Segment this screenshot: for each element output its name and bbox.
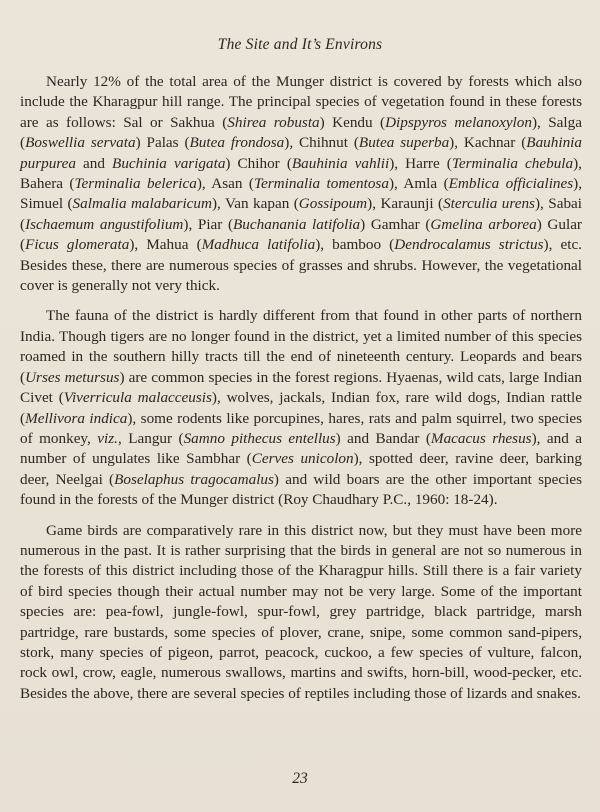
italic-text-run: Bauhinia vahlii [291, 154, 390, 172]
italic-text-run: Bauhinia purpurea [20, 134, 582, 172]
text-run: ), Mahua ( [129, 236, 202, 254]
text-run: ), wolves, jackals, Indian fox, rare wild dogs, Indian rattle ( [20, 389, 582, 427]
italic-text-run: Cerves unicolon [251, 450, 354, 468]
text-run: ), Kachnar ( [449, 134, 527, 152]
text-run: The fauna of the district is hardly different from that found in other parts of northern India. Though tigers are no longer found in the district, yet a limited number of this species roamed in the southern hilly tracts till the end of nineteenth century. Leopards and bears ( [20, 307, 582, 386]
text-run: Game birds are comparatively rare in this district now, but they must have been more numerous in the past. It is rather surprising that the birds in general are not so numerous in the forests of this district including those of the Kharagpur hills. Still there is a fair variety of bird species though their actual number may not be very large. Some of the important species are: pea-fowl, jungle-fowl, spur-fowl, grey partridge, black partridge, marsh partridge, rare bustards, some species of plover, crane, snipe, some common sand-pipers, stork, many species of pigeon, parrot, peacock, cuckoo, a few species of vulture, falcon, rock owl, crow, eagle, numerous swallows, martins and swifts, horn-bill, wood-pecker, etc. Besides the above, there are several species of reptiles including those of lizards and snakes. [20, 521, 582, 702]
italic-text-run: Butea superba [358, 134, 450, 152]
italic-text-run: Boswellia servata [25, 134, 136, 152]
text-run: ), spotted deer, ravine deer, barking deer, Neelgai ( [20, 450, 582, 488]
text-run: ) are common species in the forest regions. Hyaenas, wild cats, large Indian Civet ( [20, 368, 582, 407]
italic-text-run: Macacus rhesus [430, 429, 532, 447]
text-run: ), Piar ( [183, 215, 234, 233]
text-run: ), bamboo ( [315, 236, 395, 254]
text-run: ), Van kapan ( [211, 195, 299, 213]
italic-text-run: Ischaemum angustifolium [25, 215, 184, 233]
paragraph-birds [20, 521, 582, 705]
text-run: ), Bahera ( [20, 154, 582, 193]
italic-text-run: Gmelina arborea [430, 215, 537, 233]
body-text [20, 72, 582, 714]
text-run: ), Harre ( [389, 154, 452, 172]
text-run: ), Simuel ( [20, 175, 583, 213]
text-run: , Langur ( [117, 429, 184, 447]
italic-text-run: Salmalia malabaricum [72, 195, 212, 213]
italic-text-run: Dendrocalamus strictus [394, 236, 544, 254]
text-run: ) Gular ( [20, 215, 582, 254]
text-run: ), Karaunji ( [367, 195, 444, 213]
text-run: ) and Bandar ( [335, 429, 431, 447]
italic-text-run: Mellivora indica [25, 409, 128, 427]
italic-text-run: Urses metursus [25, 368, 120, 386]
page-number: 23 [292, 770, 308, 787]
italic-text-run: Emblica officialines [448, 175, 574, 193]
italic-text-run: Viverricula malacceusis [63, 389, 212, 407]
italic-text-run: viz. [97, 429, 118, 447]
paragraph-flora [20, 72, 582, 296]
text-run: ) and wild boars are the other important species found in the forests of the Munger district (Roy Chaudhary P.C., 1960: 18-24). [20, 470, 583, 509]
text-run: Nearly 12% of the total area of the Munger district is covered by forests which also include the Kharagpur hill range. The principal species of vegetation found in these forests are as follows: Sal or Sakhua ( [20, 73, 582, 131]
italic-text-run: Dipspyros melanoxylon [385, 113, 532, 131]
italic-text-run: Madhuca latifolia [201, 236, 316, 254]
italic-text-run: Samno pithecus entellus [183, 429, 336, 447]
text-run: ), Asan ( [196, 175, 254, 193]
text-run: ) Chihor ( [225, 154, 292, 172]
italic-text-run: Boselaphus tragocamalus [114, 470, 274, 488]
text-run: ), Amla ( [388, 175, 449, 193]
text-run: ), etc. Besides these, there are numerous species of grasses and shrubs. However, the vegetational cover is generally not very thick. [20, 236, 582, 295]
running-title: The Site and It’s Environs [217, 36, 383, 53]
text-run: ), Chihnut ( [284, 134, 359, 152]
text-run: ), some rodents like porcupines, hares, rats and palm squirrel, two species of monkey, [20, 409, 582, 447]
italic-text-run: Sterculia urens [443, 195, 535, 213]
italic-text-run: Buchinia varigata [112, 154, 226, 172]
italic-text-run: Buchanania latifolia [233, 215, 361, 233]
text-run: and [75, 154, 113, 172]
italic-text-run: Terminalia belerica [74, 175, 197, 193]
italic-text-run: Butea frondosa [189, 134, 285, 152]
text-run: ) Gamhar ( [360, 215, 431, 233]
paragraph-fauna [20, 306, 582, 510]
italic-text-run: Ficus glomerata [25, 236, 130, 254]
text-run: ) Palas ( [135, 134, 190, 152]
italic-text-run: Shirea robusta [227, 113, 320, 131]
italic-text-run: Terminalia tomentosa [253, 175, 389, 193]
text-run: ), and a number of ungulates like Sambhar ( [20, 429, 583, 468]
italic-text-run: Gossipoum [298, 195, 368, 213]
italic-text-run: Terminalia chebula [451, 154, 574, 172]
text-run: ), Sabai ( [20, 195, 582, 233]
text-run: ), Salga ( [20, 113, 582, 152]
text-run: ) Kendu ( [319, 113, 386, 131]
